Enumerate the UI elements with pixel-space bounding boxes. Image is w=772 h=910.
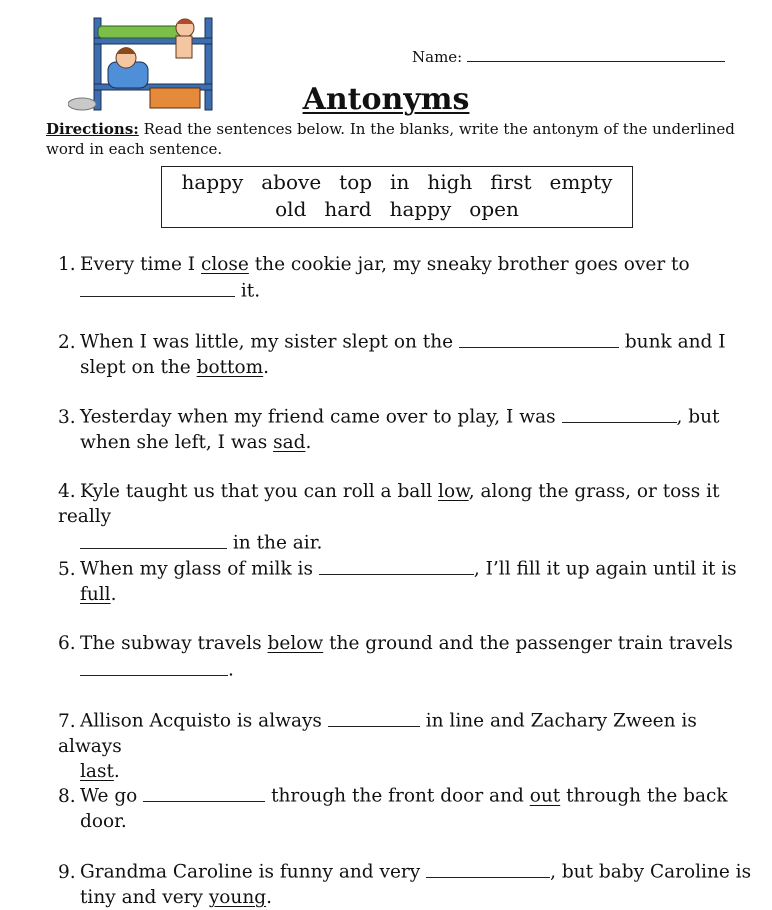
question-text: through the front door and: [265, 785, 530, 807]
question-5: [58, 555, 758, 607]
question-text: Every time I: [80, 254, 201, 275]
underlined-word: below: [267, 633, 324, 654]
question-number: 4.: [58, 481, 76, 502]
answer-blank[interactable]: [319, 555, 474, 575]
question-text: .: [113, 760, 120, 782]
question-text: Allison Acquisto is always: [80, 710, 328, 732]
directions: [46, 119, 746, 159]
question-text: .: [305, 431, 312, 453]
directions-text: Read the sentences below. In the blanks, write the antonym of the underlined word in each sentence.: [46, 120, 735, 158]
directions-label: Directions:: [46, 120, 139, 138]
answer-blank[interactable]: [80, 277, 235, 297]
question-text: the ground and the passenger train travels: [323, 633, 733, 654]
word-bank-item: happy: [389, 197, 452, 221]
question-4: [58, 479, 758, 556]
question-text: through the back: [560, 785, 728, 807]
question-text: , I’ll fill it up again until it is: [473, 558, 737, 580]
word-bank-item: top: [339, 170, 373, 194]
underlined-word: out: [529, 785, 561, 807]
question-text: Yesterday when my friend came over to play, I was: [80, 406, 562, 428]
question-text: We go: [80, 785, 144, 807]
underlined-word: sad: [273, 431, 306, 453]
question-text: in line and Zachary Zween is always: [58, 710, 697, 757]
question-text: slept on the: [80, 356, 197, 378]
name-field: [412, 46, 725, 66]
question-text: When my glass of milk is: [80, 558, 319, 580]
question-text: in the air.: [227, 532, 323, 554]
question-7: [58, 707, 758, 784]
question-6: [58, 631, 758, 683]
word-bank-item: high: [427, 170, 473, 194]
question-text: , but baby Caroline is: [550, 861, 752, 883]
question-text: when she left, I was: [80, 431, 274, 453]
word-bank-item: in: [390, 170, 410, 194]
question-text: , along the grass, or toss it really: [58, 481, 720, 527]
question-text: door.: [80, 810, 127, 832]
answer-blank[interactable]: [562, 403, 677, 423]
question-number: 2.: [58, 331, 76, 353]
question-text: .: [266, 886, 272, 908]
question-text: The subway travels: [80, 633, 268, 654]
word-bank-item: above: [261, 170, 322, 194]
word-bank-item: empty: [549, 170, 613, 194]
question-1: [58, 252, 758, 304]
question-number: 1.: [58, 254, 76, 275]
word-bank-item: open: [469, 197, 519, 221]
question-3: [58, 403, 758, 455]
underlined-word: low: [438, 481, 469, 502]
name-label: Name:: [412, 48, 463, 66]
question-text: .: [110, 583, 117, 605]
question-text: Grandma Caroline is funny and very: [80, 861, 427, 883]
answer-blank[interactable]: [143, 782, 265, 802]
question-text: When I was little, my sister slept on the: [80, 331, 459, 353]
answer-blank[interactable]: [80, 529, 227, 549]
underlined-word: young: [208, 886, 267, 908]
word-bank: [161, 166, 633, 228]
question-text: it.: [235, 280, 261, 302]
word-bank-item: old: [275, 197, 307, 221]
underlined-word: full: [80, 583, 111, 605]
question-2: [58, 328, 758, 380]
answer-blank[interactable]: [459, 328, 619, 348]
word-bank-item: first: [490, 170, 532, 194]
question-number: 5.: [58, 558, 76, 580]
question-text: .: [263, 356, 270, 378]
question-number: 3.: [58, 406, 76, 428]
name-blank[interactable]: [467, 46, 725, 62]
question-text: bunk and I: [618, 331, 726, 353]
question-text: tiny and very: [80, 886, 209, 908]
question-number: 6.: [58, 633, 76, 654]
word-bank-item: hard: [324, 197, 372, 221]
underlined-word: bottom: [196, 356, 264, 378]
underlined-word: close: [201, 254, 249, 275]
word-bank-item: happy: [181, 170, 244, 194]
question-number: 8.: [58, 785, 76, 807]
underlined-word: last: [80, 760, 114, 782]
page-title: Antonyms: [302, 82, 470, 117]
question-text: Kyle taught us that you can roll a ball: [80, 481, 439, 502]
answer-blank[interactable]: [426, 858, 550, 878]
answer-blank[interactable]: [80, 656, 228, 676]
question-text: .: [228, 659, 234, 681]
question-9: [58, 858, 758, 910]
answer-blank[interactable]: [328, 707, 420, 727]
question-number: 9.: [58, 861, 76, 883]
question-text: the cookie jar, my sneaky brother goes over to: [248, 254, 690, 275]
question-number: 7.: [58, 710, 76, 732]
question-text: , but: [676, 406, 720, 428]
question-8: [58, 782, 758, 834]
